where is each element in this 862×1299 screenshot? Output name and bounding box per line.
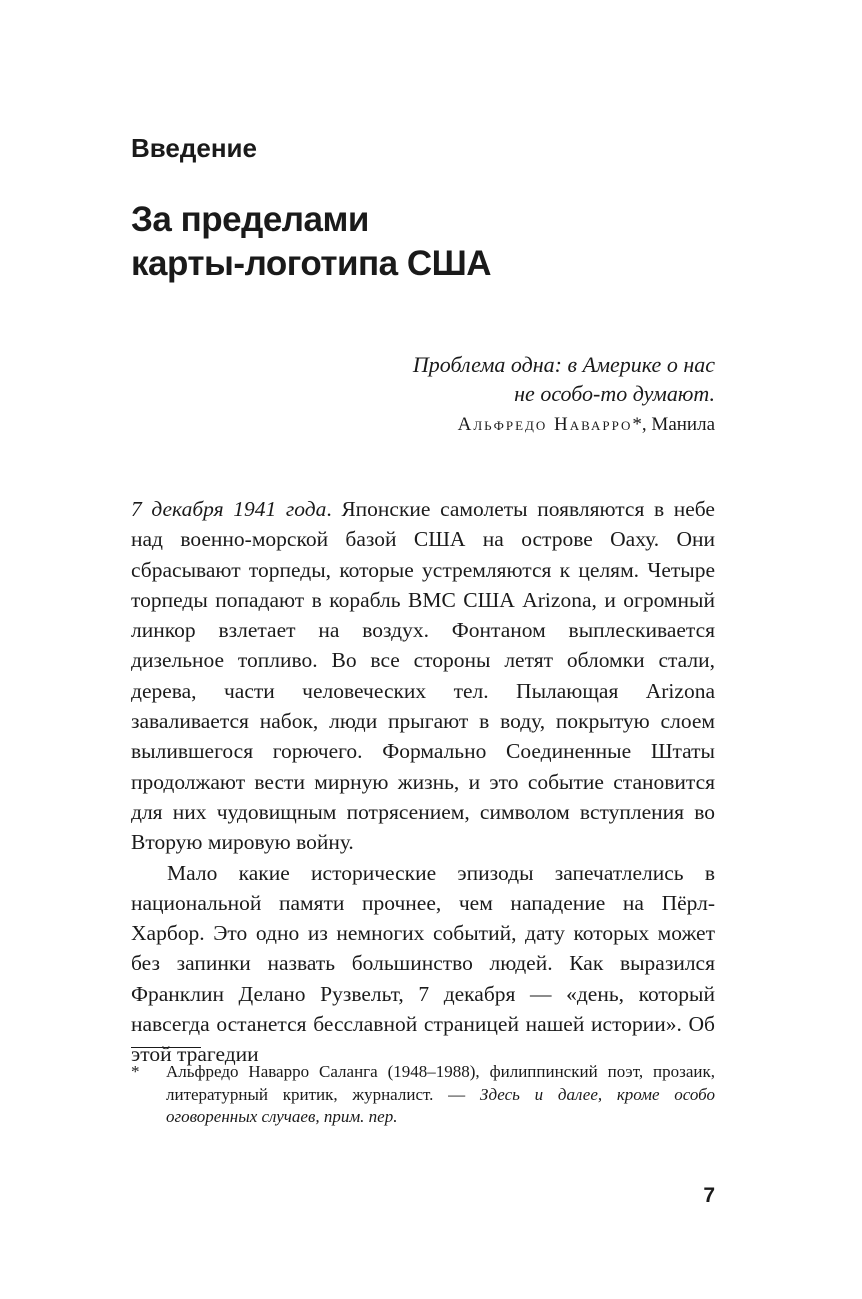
body-text: [131, 494, 715, 1070]
footnote-italic-note: Здесь и далее, кроме особо оговоренных случаев, прим. пер.: [166, 1084, 715, 1126]
footnote-text: Альфредо Наварро Саланга (1948–1988), филиппинский поэт, прозаик, литературный критик, журналист. —: [166, 1062, 715, 1104]
epigraph-location: , Манила: [641, 414, 715, 435]
paragraph-1: [131, 494, 715, 858]
page-number: 7: [703, 1184, 715, 1207]
paragraph-2: Мало какие исторические эпизоды запечатлелись в национальной памяти прочнее, чем нападение на Пёрл-Харбор. Это одно из немногих событий, дату которых может без запинки назвать большинство людей. Как выразился Франклин Делано Рузвельт, 7 декабря — «день, который навсегда останется бесславной страницей нашей истории». Об этой трагедии: [131, 860, 715, 1067]
footnote: [131, 1061, 715, 1129]
footnote-body: [166, 1061, 715, 1129]
footnote-marker: *: [131, 1062, 140, 1081]
epigraph-quote-line-1: Проблема одна: в Америке о нас: [412, 352, 715, 377]
chapter-label: Введение: [131, 133, 257, 163]
epigraph-author-name: Альфредо Наварро: [457, 414, 633, 435]
epigraph: [413, 350, 715, 438]
chapter-title-line-1: За пределами: [131, 200, 369, 239]
epigraph-quote-line-2: не особо-то думают.: [514, 381, 715, 406]
footnote-reference-mark: *: [632, 414, 642, 435]
epigraph-attribution: [413, 412, 715, 438]
paragraph-1-date: 7 декабря 1941 года: [131, 497, 327, 521]
footnote-divider: [131, 1047, 201, 1048]
chapter-title-line-2: карты-логотипа США: [131, 244, 492, 283]
chapter-title: [131, 198, 491, 286]
paragraph-1-text: . Японские самолеты появляются в небе над военно-морской базой США на острове Оаху. Они сбрасывают торпеды, которые устремляются к целям. Четыре торпеды попадают в корабль ВМС США Arizona, и огромный линкор взлетает на воздух. Фонтаном выплескивается дизельное топливо. Во все стороны летят обломки стали, дерева, части человеческих тел. Пылающая Arizona заваливается набок, люди прыгают в воду, покрытую слоем вылившегося горючего. Формально Соединенные Штаты продолжают вести мирную жизнь, и это событие становится для них чудовищным потрясением, символом вступления во Вторую мировую войну.: [131, 497, 715, 855]
